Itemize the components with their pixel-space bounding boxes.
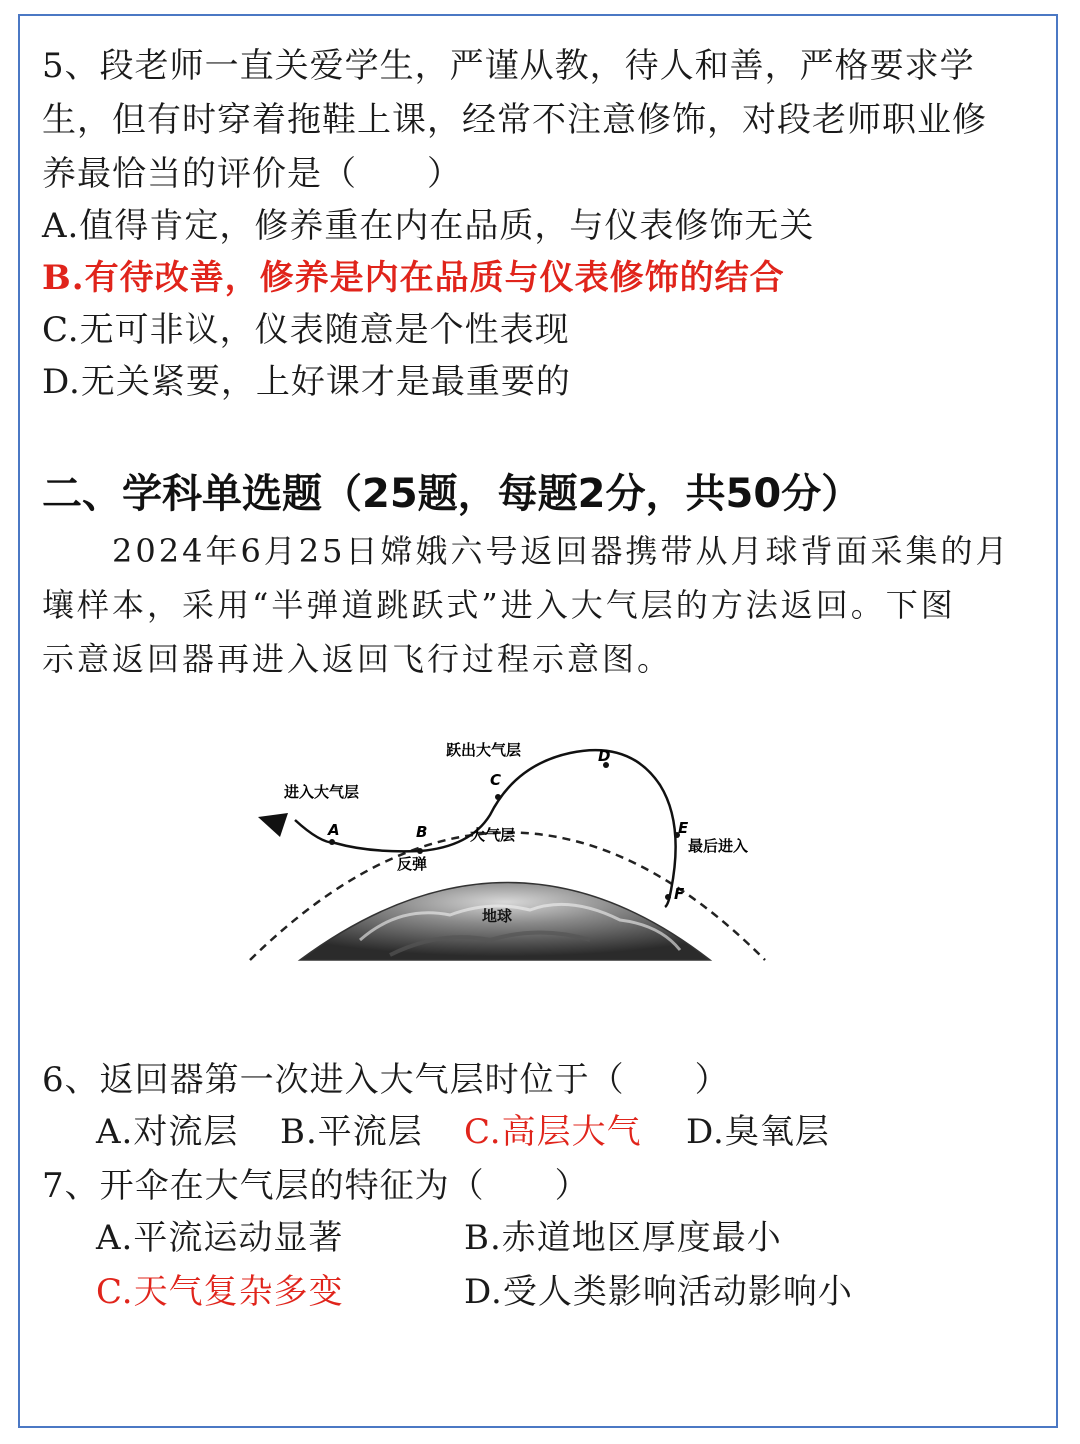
point-d-label: D	[598, 747, 611, 765]
passage-line3: 示意返回器再进入返回飞行过程示意图。	[42, 640, 673, 678]
label-atmosphere: 大气层	[470, 826, 516, 844]
q5-stem-line1: 5、段老师一直关爱学生，严谨从教，待人和善，严格要求学	[42, 46, 975, 86]
q7-option-c-correct: C.天气复杂多变	[96, 1272, 344, 1312]
passage-line2: 壤样本，采用“半弹道跳跃式”进入大气层的方法返回。下图	[42, 586, 956, 624]
point-a-marker	[329, 839, 335, 845]
q5-stem-line2: 生，但有时穿着拖鞋上课，经常不注意修饰，对段老师职业修	[42, 100, 987, 140]
section-title: 二、学科单选题（25题，每题2分，共50分）	[42, 471, 862, 517]
q6-option-b: B.平流层	[280, 1112, 423, 1152]
q5-option-d: D.无关紧要，上好课才是最重要的	[42, 362, 571, 402]
point-c-marker	[495, 794, 501, 800]
q6-option-d: D.臭氧层	[686, 1112, 830, 1152]
q6-option-a: A.对流层	[96, 1112, 239, 1152]
q6-stem: 6、返回器第一次进入大气层时位于（ ）	[42, 1060, 730, 1100]
passage-line1: 2024年6月25日嫦娥六号返回器携带从月球背面采集的月	[42, 532, 1011, 570]
spacecraft-icon	[258, 813, 288, 837]
q5-option-a: A.值得肯定，修养重在内在品质，与仪表修饰无关	[42, 206, 815, 246]
point-f-label: F	[674, 885, 685, 903]
label-final: 最后进入	[688, 837, 749, 855]
q7-option-b: B.赤道地区厚度最小	[464, 1218, 782, 1258]
label-enter: 进入大气层	[284, 783, 360, 801]
point-b-marker	[417, 848, 423, 854]
q6-option-c-correct: C.高层大气	[464, 1112, 642, 1152]
point-f-marker	[665, 894, 671, 900]
point-c-label: C	[490, 771, 502, 789]
point-b-label: B	[416, 823, 428, 841]
label-exit: 跃出大气层	[446, 741, 522, 759]
label-bounce: 反弹	[397, 855, 428, 873]
q5-stem-line3: 养最恰当的评价是（ ）	[42, 154, 462, 194]
q5-option-b-correct: B.有待改善，修养是内在品质与仪表修饰的结合	[42, 258, 785, 298]
reentry-diagram	[240, 725, 800, 965]
q7-option-a: A.平流运动显著	[96, 1218, 344, 1258]
q7-option-d: D.受人类影响活动影响小	[464, 1272, 853, 1312]
q5-option-c: C.无可非议，仪表随意是个性表现	[42, 310, 570, 350]
q7-stem: 7、开伞在大气层的特征为（ ）	[42, 1166, 590, 1206]
point-e-label: E	[678, 819, 689, 837]
point-a-label: A	[328, 821, 340, 839]
label-earth: 地球	[482, 907, 513, 925]
